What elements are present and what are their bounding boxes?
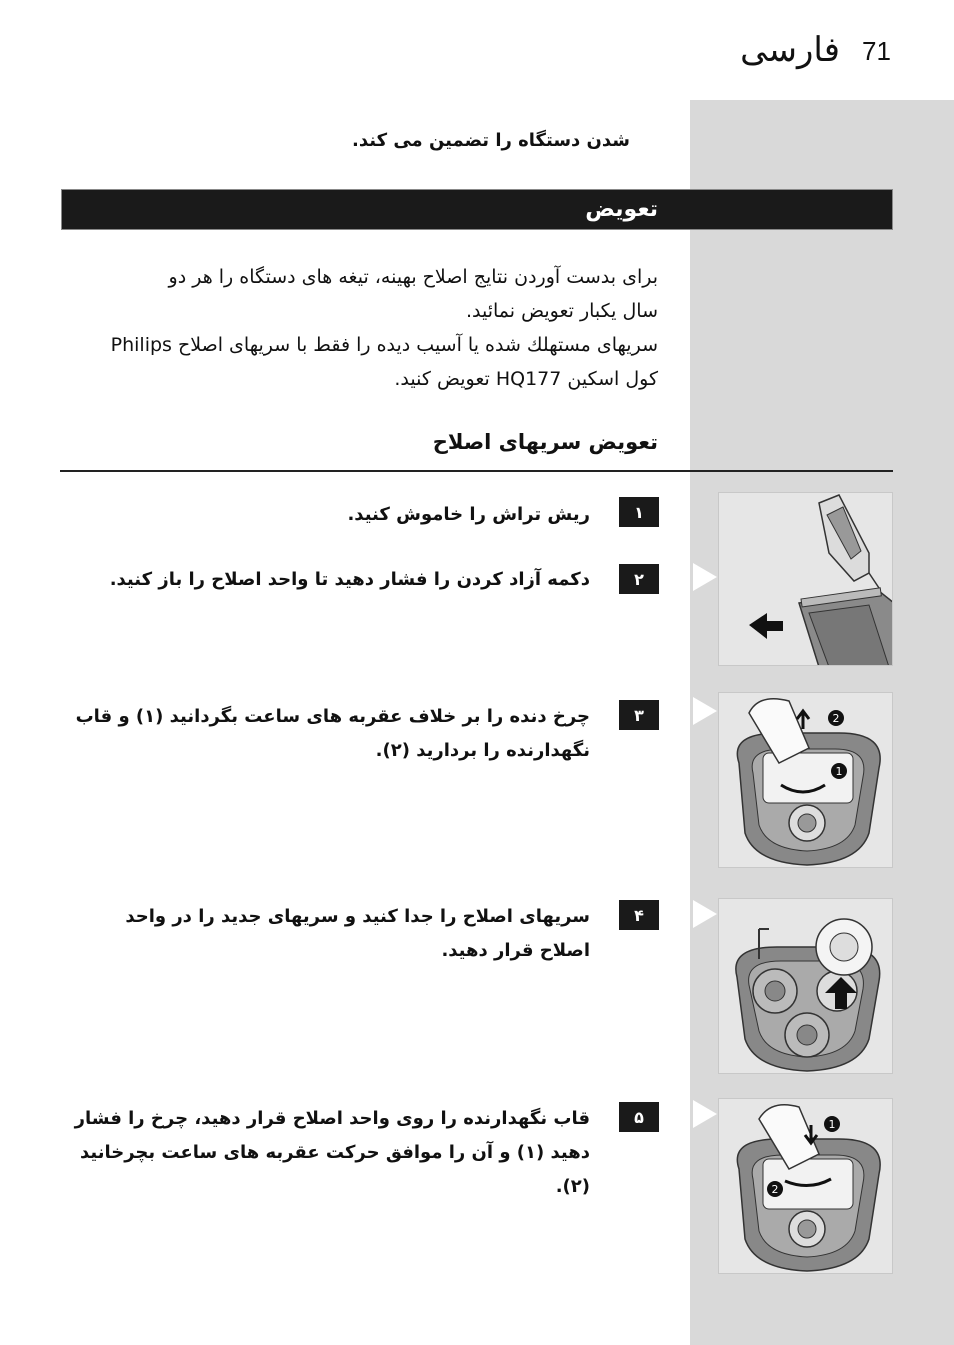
paragraph-line: سریهای مستهلك شده یا آسیب دیده را فقط با سریهای اصلاح Philips <box>110 334 658 356</box>
step-line: ریش تراش را خاموش کنید. <box>347 504 590 525</box>
step-line: اصلاح قرار دهید. <box>441 940 590 961</box>
section-paragraph <box>60 260 658 396</box>
step-number: ١ <box>619 497 659 527</box>
marker-label: 2 <box>771 1183 779 1196</box>
step-number: ٢ <box>619 564 659 594</box>
shaving-heads-replace-icon <box>718 898 893 1074</box>
divider <box>60 470 893 472</box>
shaver-open-icon <box>718 492 893 666</box>
subsection-title: تعویض سریهای اصلاح <box>432 430 658 454</box>
step-line: چرخ دنده را بر خلاف عقربه های ساعت بگردانید (١) و قاب <box>75 706 590 727</box>
pointer-arrow <box>693 1100 717 1128</box>
paragraph-line: برای بدست آوردن نتایج اصلاح بهینه، تیغه های دستگاه را هر دو <box>168 266 658 288</box>
step-line: قاب نگهدارنده را روی واحد اصلاح قرار دهید، چرخ را فشار <box>74 1108 590 1129</box>
step-text <box>70 563 590 597</box>
page-number: 71 <box>862 36 891 66</box>
shaving-unit-reassemble-icon <box>718 1098 893 1274</box>
pointer-arrow <box>693 900 717 928</box>
step-text <box>60 1102 590 1204</box>
step-line: دکمه آزاد کردن را فشار دهید تا واحد اصلاح را باز کنید. <box>109 569 590 590</box>
step-number: ۵ <box>619 1102 659 1132</box>
page-language-title: فارسی <box>740 30 840 70</box>
step-line: سریهای اصلاح را جدا کنید و سریهای جدید را در واحد <box>125 906 590 927</box>
step-text <box>60 700 590 768</box>
paragraph-line: کول اسکین HQ177 تعویض کنید. <box>394 368 658 390</box>
paragraph-line: سال یکبار تعویض نمائید. <box>465 300 658 322</box>
step-line: (٢). <box>555 1176 590 1197</box>
step-number: ۴ <box>619 900 659 930</box>
marker-label: 1 <box>828 1118 836 1131</box>
marker-label: 1 <box>835 765 843 778</box>
pointer-arrow <box>693 563 717 591</box>
marker-label: 2 <box>832 712 840 725</box>
step-text <box>60 900 590 968</box>
shaving-unit-retaining-frame-icon <box>718 692 893 868</box>
step-line: دهید (١) و آن را موافق حرکت عقربه های ساعت بچرخانید <box>80 1142 590 1163</box>
step-number: ٣ <box>619 700 659 730</box>
step-line: نگهدارنده را بردارید (٢). <box>375 740 590 761</box>
section-title: تعویض <box>585 197 658 222</box>
step-text <box>70 498 590 532</box>
intro-text: شدن دستگاه را تضمین می کند. <box>352 130 630 151</box>
pointer-arrow <box>693 697 717 725</box>
